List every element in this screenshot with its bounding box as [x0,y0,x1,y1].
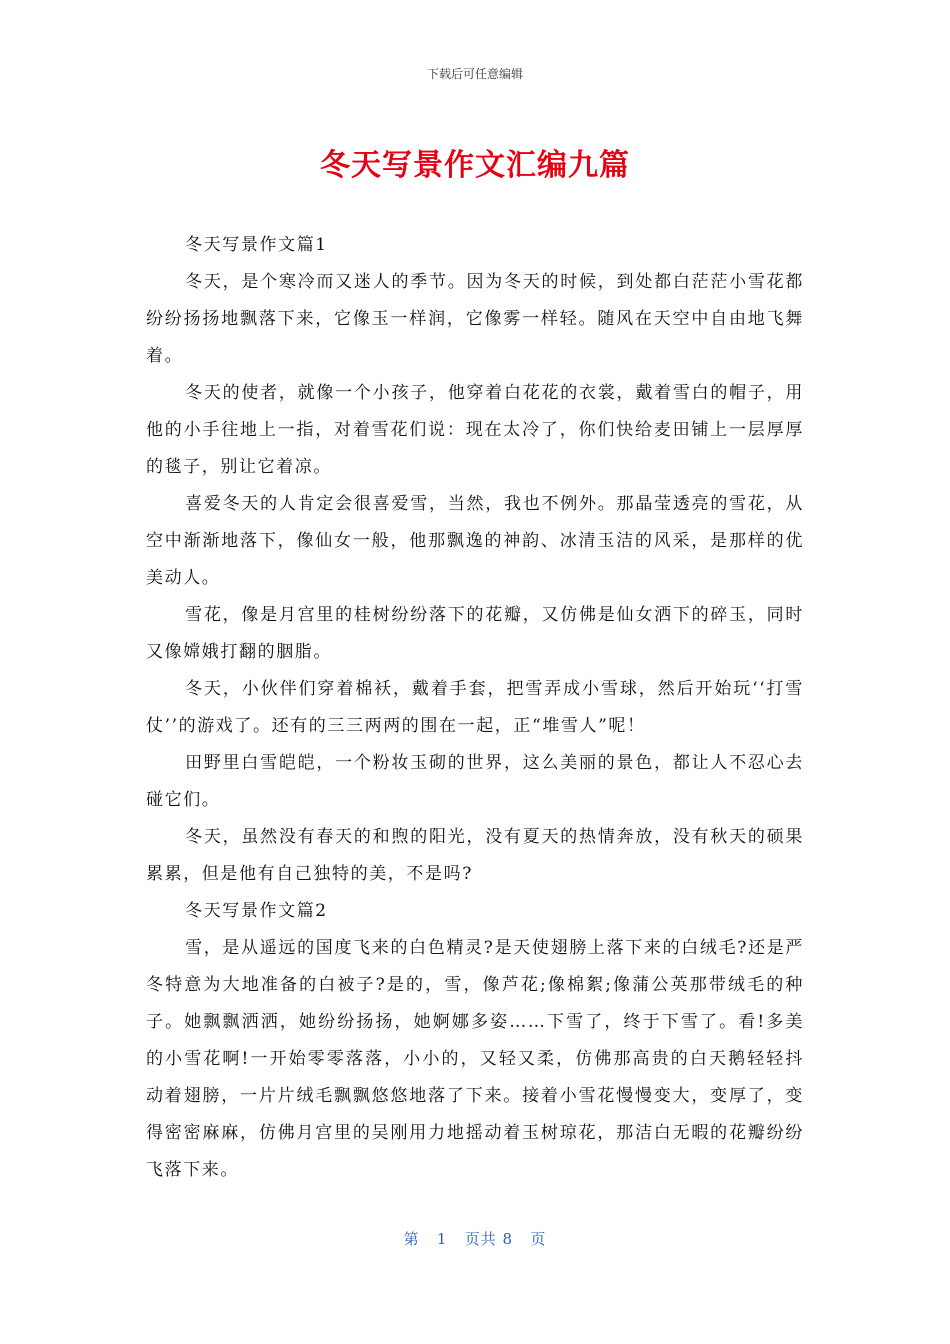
body-paragraph: 喜爱冬天的人肯定会很喜爱雪，当然，我也不例外。那晶莹透亮的雪花，从空中渐渐地落下，像仙女一般，他那飘逸的神韵、冰清玉洁的风采，是那样的优美动人。 [146,494,804,588]
section-heading-1: 冬天写景作文篇1 [185,235,328,255]
section-heading-2: 冬天写景作文篇2 [185,901,328,921]
document-body [146,227,804,1189]
footer-page-number: 1 [436,1230,448,1248]
body-paragraph: 田野里白雪皑皑，一个粉妆玉砌的世界，这么美丽的景色，都让人不忍心去碰它们。 [146,753,804,810]
footer-page-label: 第 [403,1230,420,1248]
document-title: 冬天写景作文汇编九篇 [320,148,630,183]
body-paragraph: 雪花，像是月宫里的桂树纷纷落下的花瓣，又仿佛是仙女洒下的碎玉，同时又像嫦娥打翻的胭脂。 [146,605,804,662]
page-footer [0,1228,950,1250]
body-paragraph: 冬天，小伙伴们穿着棉袄，戴着手套，把雪弄成小雪球，然后开始玩‘‘打雪仗’’的游戏了。还有的三三两两的围在一起，正“堆雪人”呢！ [146,679,804,736]
body-paragraph: 冬天，是个寒冷而又迷人的季节。因为冬天的时候，到处都白茫茫小雪花都纷纷扬扬地飘落下来，它像玉一样润，它像雾一样轻。随风在天空中自由地飞舞着。 [146,272,804,366]
body-paragraph: 雪，是从遥远的国度飞来的白色精灵?是天使翅膀上落下来的白绒毛?还是严冬特意为大地准备的白被子?是的，雪，像芦花;像棉絮;像蒲公英那带绒毛的种子。她飘飘洒洒，她纷纷扬扬，她婀娜多姿……下雪了，终于下雪了。看!多美的小雪花啊!一开始零零落落，小小的，又轻又柔，仿佛那高贵的白天鹅轻轻抖动着翅膀，一片片绒毛飘飘悠悠地落了下来。接着小雪花慢慢变大，变厚了，变得密密麻麻，仿佛月宫里的吴刚用力地摇动着玉树琼花，那洁白无暇的花瓣纷纷飞落下来。 [146,938,804,1180]
footer-total-label: 页共 [464,1230,497,1248]
body-paragraph: 冬天，虽然没有春天的和煦的阳光，没有夏天的热情奔放，没有秋天的硕果累累，但是他有自己独特的美，不是吗? [146,827,804,884]
body-paragraph: 冬天的使者，就像一个小孩子，他穿着白花花的衣裳，戴着雪白的帽子，用他的小手往地上一指，对着雪花们说：现在太冷了，你们快给麦田铺上一层厚厚的毯子，别让它着凉。 [146,383,804,477]
footer-page-suffix: 页 [530,1230,547,1248]
footer-total-pages: 8 [502,1230,514,1248]
page-header-note: 下载后可任意编辑 [426,67,523,81]
